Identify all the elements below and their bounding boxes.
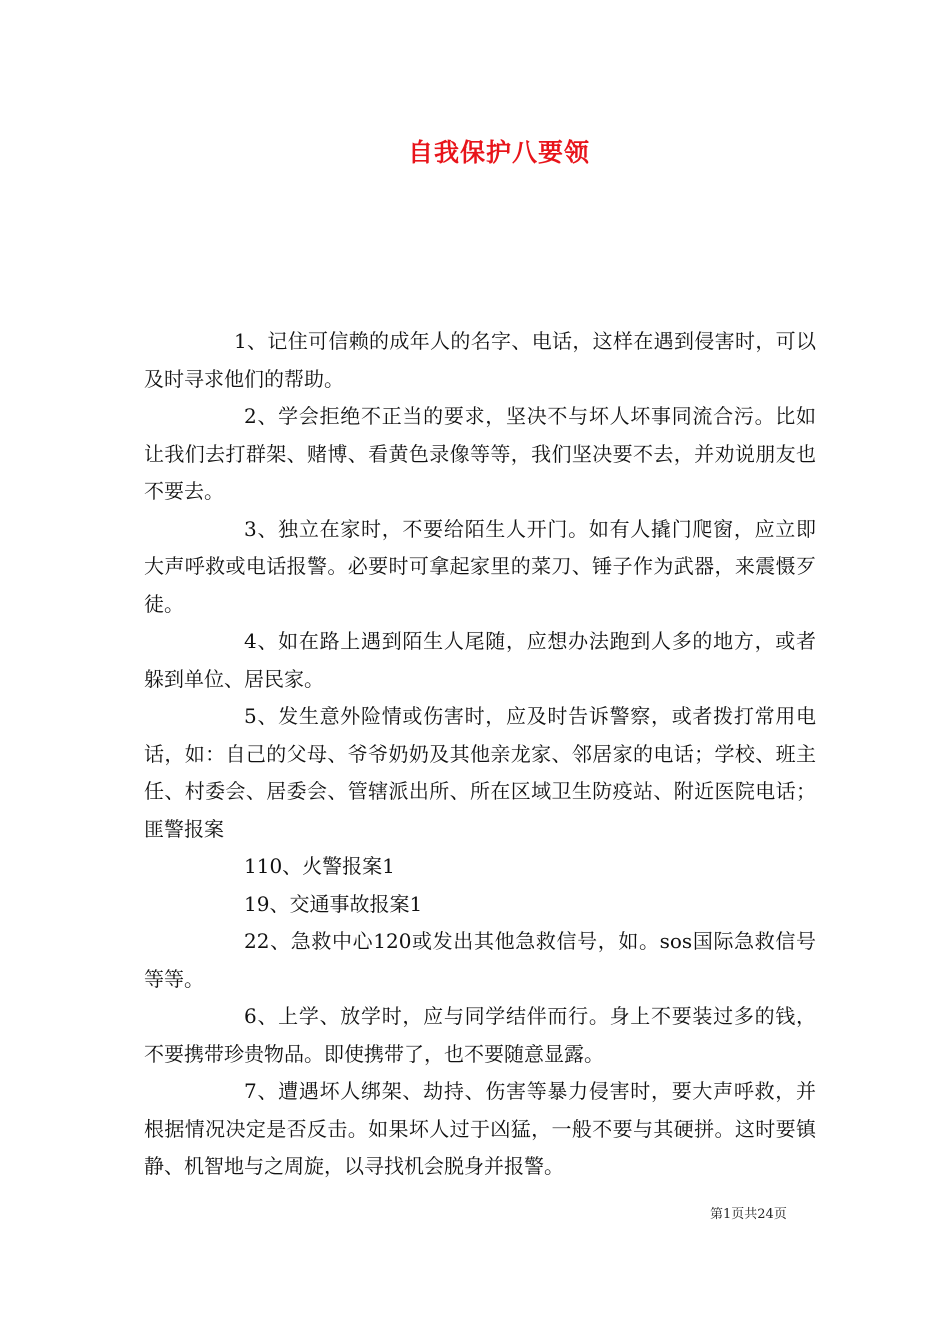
paragraph-10: 7、遭遇坏人绑架、劫持、伤害等暴力侵害时，要大声呼救，并根据情况决定是否反击。如果坏人过于凶猛，一般不要与其硬拼。这时要镇静、机智地与之周旋，以寻找机会脱身并报警。 (144, 1079, 816, 1178)
paragraph-3: 3、独立在家时，不要给陌生人开门。如有人撬门爬窗，应立即大声呼救或电话报警。必要时可拿起家里的菜刀、锤子作为武器，来震慑歹徒。 (144, 516, 816, 616)
document-body (144, 323, 816, 1186)
document-title: 自我保护八要领 (407, 138, 590, 167)
paragraph-7: 19、交通事故报案1 (244, 891, 423, 916)
page-number-footer: 第1页共24页 (710, 1207, 787, 1222)
paragraph-1: 1、记住可信赖的成年人的名字、电话，这样在遇到侵害时，可以及时寻求他们的帮助。 (144, 329, 816, 391)
paragraph-9: 6、上学、放学时，应与同学结伴而行。身上不要装过多的钱，不要携带珍贵物品。即使携带了，也不要随意显露。 (144, 1004, 816, 1066)
paragraph-8: 22、急救中心120或发出其他急救信号，如。sos国际急救信号等等。 (144, 929, 816, 991)
paragraph-2: 2、学会拒绝不正当的要求，坚决不与坏人坏事同流合污。比如让我们去打群架、赌博、看黄色录像等等，我们坚决要不去，并劝说朋友也不要去。 (144, 404, 816, 503)
paragraph-4: 4、如在路上遇到陌生人尾随，应想办法跑到人多的地方，或者躲到单位、居民家。 (144, 629, 816, 691)
paragraph-5: 5、发生意外险情或伤害时，应及时告诉警察，或者拨打常用电话，如：自己的父母、爷爷奶奶及其他亲龙家、邻居家的电话；学校、班主任、村委会、居委会、管辖派出所、所在区域卫生防疫站、附近医院电话；匪警报案 (144, 704, 816, 841)
paragraph-6: 110、火警报案1 (244, 854, 395, 878)
